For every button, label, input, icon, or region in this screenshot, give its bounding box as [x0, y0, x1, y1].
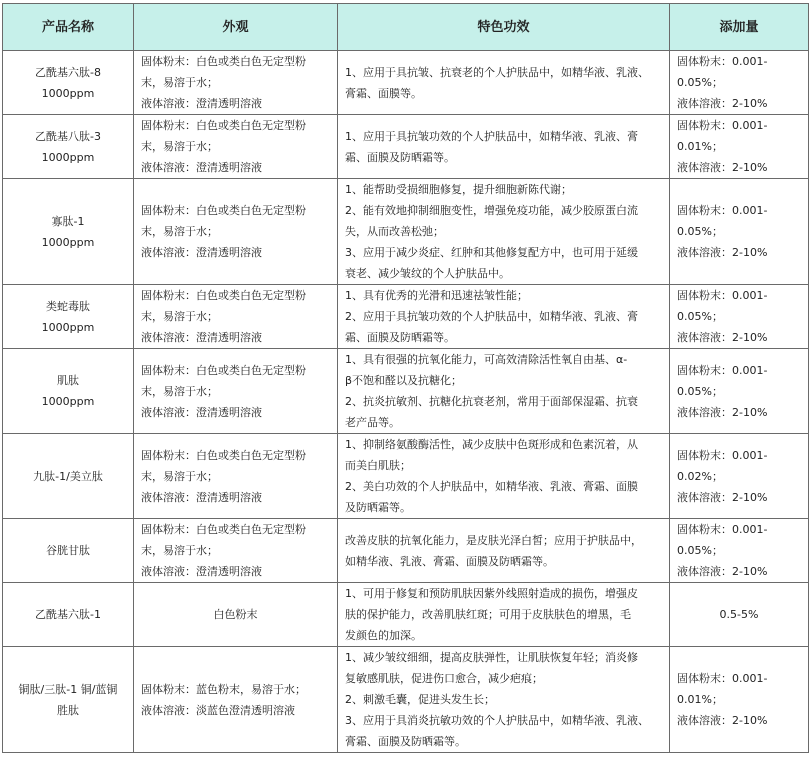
appearance-cell-line: 液体溶液：澄清透明溶液: [141, 565, 262, 578]
header-product-name: 产品名称: [3, 4, 134, 51]
product-name-cell-line: 乙酰基八肽-3: [35, 129, 101, 143]
effects-cell: [338, 115, 670, 179]
appearance-cell-line: 末，易溶于水；: [141, 310, 218, 323]
effects-cell-line: 2、应用于具抗皱功效的个人护肤品中，如精华液、乳液、膏: [345, 310, 638, 323]
dosage-cell-line: 液体溶液：2-10%: [677, 490, 768, 504]
dosage-cell-line: 液体溶液：2-10%: [677, 714, 768, 727]
dosage-cell-line: 液体溶液：2-10%: [677, 246, 768, 259]
product-name-cell: [3, 115, 134, 179]
dosage-cell: [670, 434, 809, 519]
dosage-cell: [670, 285, 809, 349]
dosage-cell-line: 固体粉末：0.001-0.02%；: [677, 448, 768, 483]
effects-cell-line: 复敏感肌肤，促进伤口愈合，减少疤痕；: [345, 672, 543, 685]
appearance-cell: [134, 285, 338, 349]
dosage-cell-line: 固体粉末：0.001-0.01%；: [677, 119, 768, 153]
product-name-cell-line: 1000ppm: [41, 235, 95, 249]
appearance-cell-line: 液体溶液：澄清透明溶液: [141, 405, 262, 419]
table-row: [3, 519, 809, 583]
appearance-cell-line: 液体溶液：澄清透明溶液: [141, 161, 262, 174]
product-name-cell-line: 谷胱甘肽: [46, 544, 90, 557]
dosage-cell: [670, 583, 809, 647]
effects-cell-line: 1、能帮助受损细胞修复，提升细胞新陈代谢；: [345, 183, 572, 196]
product-name-cell-line: 胜肽: [57, 703, 79, 717]
effects-cell-line: 老产品等。: [345, 416, 400, 429]
effects-cell-line: 1、减少皱纹细细，提高皮肤弹性，让肌肤恢复年轻；消炎修: [345, 651, 638, 664]
appearance-cell-line: 固体粉末：白色或类白色无定型粉: [141, 289, 306, 302]
appearance-cell-line: 液体溶液：澄清透明溶液: [141, 331, 262, 344]
appearance-cell-line: 液体溶液：澄清透明溶液: [141, 97, 262, 110]
table-row: [3, 115, 809, 179]
appearance-cell-line: 末，易溶于水；: [141, 544, 218, 557]
dosage-cell-line: 0.5-5%: [719, 608, 759, 621]
effects-cell-line: 2、刺激毛囊，促进头发生长；: [345, 693, 495, 706]
effects-cell-line: 3、应用于减少炎症、红肿和其他修复配方中，也可用于延缓: [345, 246, 638, 259]
effects-cell-line: 1、应用于具抗皱功效的个人护肤品中，如精华液、乳液、膏: [345, 129, 638, 143]
appearance-cell-line: 末，易溶于水；: [141, 225, 218, 238]
product-name-cell: [3, 647, 134, 753]
effects-cell-line: 失，从而改善松弛；: [345, 225, 444, 238]
appearance-cell-line: 固体粉末：白色或类白色无定型粉: [141, 523, 306, 536]
table-row: [3, 647, 809, 753]
appearance-cell: [134, 519, 338, 583]
effects-cell-line: 霜、面膜及防晒霜等。: [345, 331, 455, 344]
header-row: [3, 4, 809, 51]
appearance-cell-line: 液体溶液：淡蓝色澄清透明溶液: [141, 703, 295, 717]
product-name-cell-line: 铜肽/三肽-1 铜/蓝铜: [18, 682, 118, 696]
effects-cell-line: 2、能有效地抑制细胞变性，增强免疫功能，减少胶原蛋白流: [345, 204, 638, 217]
effects-cell-line: 如精华液、乳液、膏霜、面膜及防晒霜等。: [345, 554, 554, 568]
effects-cell-line: 而美白肌肤；: [345, 459, 411, 472]
product-name-cell-line: 1000ppm: [41, 150, 95, 164]
table-row: [3, 349, 809, 434]
appearance-cell-line: 固体粉末：白色或类白色无定型粉: [141, 55, 306, 68]
dosage-cell: [670, 349, 809, 434]
table-body: [3, 51, 809, 753]
effects-cell-line: 1、具有优秀的光滑和迅速祛皱性能；: [345, 289, 528, 302]
product-name-cell-line: 寡肽-1: [51, 214, 85, 228]
dosage-cell-line: 液体溶液：2-10%: [677, 161, 768, 174]
product-name-cell-line: 九肽-1/美立肽: [33, 469, 103, 483]
appearance-cell-line: 末，易溶于水；: [141, 469, 218, 483]
effects-cell-line: 及防晒霜等。: [345, 501, 411, 514]
appearance-cell-line: 白色粉末: [213, 608, 258, 621]
table-row: [3, 179, 809, 285]
product-name-cell-line: 肌肽: [57, 374, 79, 387]
table-row: [3, 285, 809, 349]
effects-cell-line: 膏霜、面膜及防晒霜等。: [345, 735, 466, 748]
effects-cell: [338, 349, 670, 434]
product-name-cell-line: 乙酰基六肽-1: [35, 608, 101, 621]
dosage-cell: [670, 519, 809, 583]
appearance-cell-line: 固体粉末：白色或类白色无定型粉: [141, 363, 306, 377]
product-name-cell: [3, 519, 134, 583]
effects-cell-line: β不饱和醛以及抗糖化；: [345, 374, 463, 387]
appearance-cell: [134, 179, 338, 285]
dosage-cell-line: 液体溶液：2-10%: [677, 331, 768, 344]
dosage-cell-line: 固体粉末：0.001-0.05%；: [677, 204, 768, 238]
dosage-cell-line: 固体粉末：0.001-0.01%；: [677, 672, 768, 706]
dosage-cell: [670, 179, 809, 285]
effects-cell-line: 1、具有很强的抗氧化能力，可高效清除活性氧自由基、α-: [345, 353, 628, 366]
appearance-cell: [134, 583, 338, 647]
dosage-cell: [670, 115, 809, 179]
dosage-cell-line: 固体粉末：0.001-0.05%；: [677, 289, 768, 323]
header-effects: 特色功效: [338, 4, 670, 51]
effects-cell-line: 霜、面膜及防晒霜等。: [345, 150, 455, 164]
appearance-cell-line: 末，易溶于水；: [141, 384, 218, 398]
effects-cell-line: 1、应用于具抗皱、抗衰老的个人护肤品中，如精华液、乳液、: [345, 65, 649, 79]
appearance-cell: [134, 647, 338, 753]
appearance-cell-line: 液体溶液：澄清透明溶液: [141, 490, 262, 504]
product-name-cell-line: 1000ppm: [41, 395, 95, 408]
appearance-cell-line: 末，易溶于水；: [141, 76, 218, 89]
effects-cell-line: 发颜色的加深。: [345, 629, 422, 642]
effects-cell-line: 膏霜、面膜等。: [345, 86, 422, 100]
dosage-cell-line: 固体粉末：0.001-0.05%；: [677, 523, 768, 557]
product-name-cell: [3, 434, 134, 519]
table-row: [3, 583, 809, 647]
product-name-cell-line: 类蛇毒肽: [46, 299, 90, 313]
effects-cell: [338, 519, 670, 583]
product-name-cell: [3, 179, 134, 285]
header-dosage: 添加量: [670, 4, 809, 51]
dosage-cell-line: 液体溶液：2-10%: [677, 97, 768, 110]
product-name-cell: [3, 51, 134, 115]
effects-cell: [338, 179, 670, 285]
appearance-cell-line: 固体粉末：蓝色粉末，易溶于水；: [141, 682, 306, 696]
appearance-cell: [134, 434, 338, 519]
peptide-product-table: [2, 3, 809, 753]
appearance-cell: [134, 51, 338, 115]
appearance-cell: [134, 349, 338, 434]
table-row: [3, 51, 809, 115]
appearance-cell-line: 固体粉末：白色或类白色无定型粉: [141, 119, 306, 132]
table-row: [3, 434, 809, 519]
effects-cell: [338, 583, 670, 647]
effects-cell: [338, 647, 670, 753]
effects-cell-line: 1、可用于修复和预防肌肤因紫外线照射造成的损伤，增强皮: [345, 587, 638, 600]
appearance-cell-line: 固体粉末：白色或类白色无定型粉: [141, 204, 306, 217]
product-name-cell: [3, 285, 134, 349]
dosage-cell-line: 固体粉末：0.001-0.05%；: [677, 363, 768, 398]
product-name-cell: [3, 583, 134, 647]
product-name-cell: [3, 349, 134, 434]
product-name-cell-line: 1000ppm: [41, 86, 95, 100]
dosage-cell: [670, 51, 809, 115]
dosage-cell-line: 固体粉末：0.001-0.05%；: [677, 55, 768, 89]
product-name-cell-line: 乙酰基六肽-8: [35, 65, 101, 79]
dosage-cell-line: 液体溶液：2-10%: [677, 405, 768, 419]
appearance-cell: [134, 115, 338, 179]
dosage-cell-line: 液体溶液：2-10%: [677, 565, 768, 578]
header-appearance: 外观: [134, 4, 338, 51]
product-name-cell-line: 1000ppm: [41, 320, 95, 334]
dosage-cell: [670, 647, 809, 753]
appearance-cell-line: 固体粉末：白色或类白色无定型粉: [141, 448, 306, 462]
appearance-cell-line: 液体溶液：澄清透明溶液: [141, 246, 262, 259]
effects-cell: [338, 434, 670, 519]
effects-cell: [338, 51, 670, 115]
effects-cell-line: 改善皮肤的抗氧化能力，是皮肤光泽白皙；应用于护肤品中，: [345, 533, 642, 547]
effects-cell-line: 2、美白功效的个人护肤品中，如精华液、乳液、膏霜、面膜: [345, 480, 638, 493]
effects-cell-line: 2、抗炎抗敏剂、抗糖化抗衰老剂，常用于面部保湿霜、抗衰: [345, 395, 638, 408]
effects-cell-line: 肤的保护能力，改善肌肤红斑；可用于皮肤肤色的增黑，毛: [345, 608, 631, 621]
appearance-cell-line: 末，易溶于水；: [141, 140, 218, 153]
effects-cell: [338, 285, 670, 349]
effects-cell-line: 3、应用于具消炎抗敏功效的个人护肤品中，如精华液、乳液、: [345, 714, 649, 727]
effects-cell-line: 1、抑制络氨酸酶活性，减少皮肤中色斑形成和色素沉着，从: [345, 438, 638, 451]
effects-cell-line: 衰老、减少皱纹的个人护肤品中。: [345, 267, 510, 280]
